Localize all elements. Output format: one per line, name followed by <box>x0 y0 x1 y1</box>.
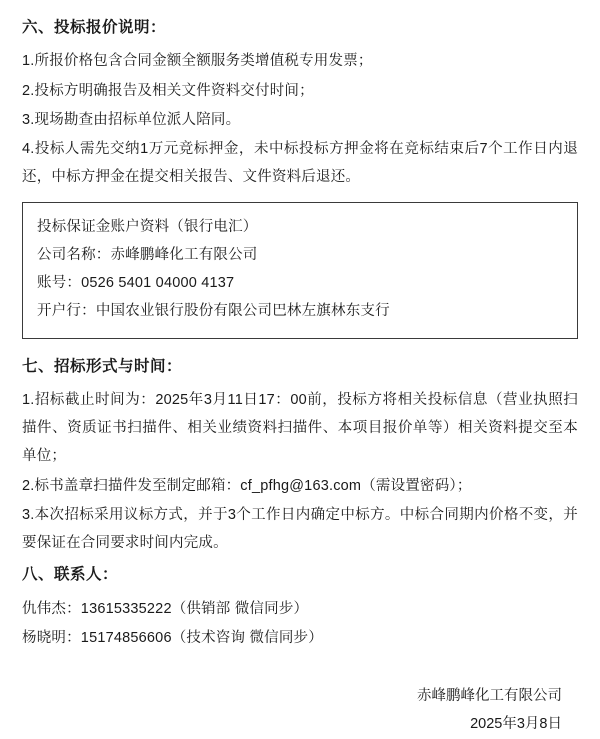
bank-box-bank-value: 中国农业银行股份有限公司巴林左旗林东支行 <box>95 303 390 320</box>
bank-box-company-value: 赤峰鹏峰化工有限公司 <box>110 246 258 263</box>
signature-date: 2025年3月8日 <box>470 716 562 733</box>
section7-item-3: 3.本次招标采用议标方式，并于3个工作日内确定中标方。中标合同期内价格不变，并要保证在合同要求时间内完成。 <box>22 506 578 552</box>
bank-box-company-label: 公司名称： <box>37 246 111 263</box>
signature-block <box>22 682 578 739</box>
bank-box-account-value: 0526 5401 04000 4137 <box>81 275 235 292</box>
bank-box-title: 投标保证金账户资料（银行电汇） <box>37 218 258 235</box>
bank-box-company <box>37 241 563 269</box>
contact-person-2: 杨晓明：15174856606（技术咨询 微信同步） <box>22 630 323 647</box>
bank-box-bank <box>37 297 563 325</box>
section7-item-1: 1.招标截止时间为：2025年3月11日17：00前，投标方将相关投标信息（营业执照扫描件、资质证书扫描件、相关业绩资料扫描件、本项目报价单等）相关资料提交至本单位； <box>22 391 578 465</box>
bank-box-account <box>37 269 563 297</box>
bank-account-box <box>22 202 578 339</box>
section6-item-2: 2.投标方明确报告及相关文件资料交付时间； <box>22 82 314 99</box>
bank-box-bank-label: 开户行： <box>37 303 96 320</box>
section-title-7: 七、招标形式与时间： <box>22 357 183 375</box>
section-title-8: 八、联系人： <box>22 566 119 584</box>
section7-item-2: 2.标书盖章扫描件发至制定邮箱：cf_pfhg@163.com（需设置密码）； <box>22 477 472 494</box>
section6-item-3: 3.现场勘查由招标单位派人陪同。 <box>22 111 241 128</box>
section-title-6: 六、投标报价说明： <box>22 19 167 36</box>
contact-person-1: 仇伟杰：13615335222（供销部 微信同步） <box>22 600 309 617</box>
bank-box-account-label: 账号： <box>37 275 82 292</box>
section6-item-1: 1.所报价格包含合同金额全额服务类增值税专用发票； <box>22 53 373 70</box>
section6-item-4: 4.投标人需先交纳1万元竞标押金，未中标投标方押金将在竞标结束后7个工作日内退还，中标方押金在提交相关报告、文件资料后退还。 <box>22 141 578 186</box>
signature-company: 赤峰鹏峰化工有限公司 <box>417 688 562 705</box>
